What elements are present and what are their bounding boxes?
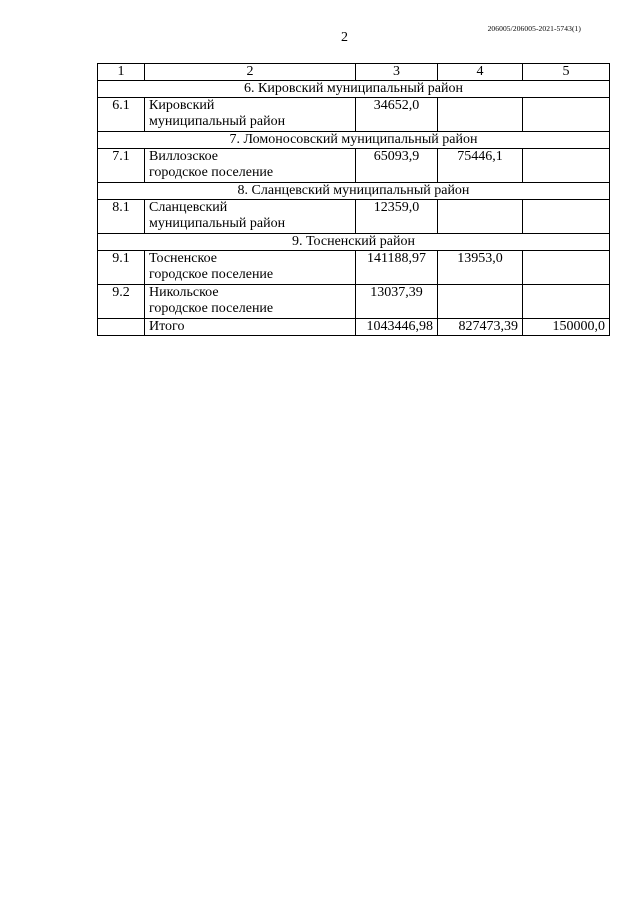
row-col4: 13953,0 <box>438 251 523 285</box>
total-col3: 1043446,98 <box>356 319 438 336</box>
row-name-line2: городское поселение <box>149 301 274 316</box>
document-code: 206005/206005-2021-5743(1) <box>487 24 581 33</box>
page-number: 2 <box>341 30 348 45</box>
row-name-line2: муниципальный район <box>149 114 286 129</box>
row-col5 <box>523 98 610 132</box>
table-row <box>98 285 610 319</box>
table-row <box>98 98 610 132</box>
row-name-line1: Тосненское <box>149 251 217 266</box>
row-name-line2: городское поселение <box>149 267 274 282</box>
row-name <box>145 251 356 285</box>
row-col3: 141188,97 <box>356 251 438 285</box>
column-header: 1 <box>98 64 145 81</box>
table-header-row <box>98 64 610 81</box>
total-col4: 827473,39 <box>438 319 523 336</box>
section-row <box>98 81 610 98</box>
section-row <box>98 132 610 149</box>
row-col3: 12359,0 <box>356 200 438 234</box>
section-title: 6. Кировский муниципальный район <box>98 81 610 98</box>
section-title: 8. Сланцевский муниципальный район <box>98 183 610 200</box>
row-name-line1: Кировский <box>149 98 215 113</box>
table-row <box>98 200 610 234</box>
row-number: 9.2 <box>98 285 145 319</box>
row-col3: 34652,0 <box>356 98 438 132</box>
row-name <box>145 285 356 319</box>
row-number: 9.1 <box>98 251 145 285</box>
allocation-table <box>97 63 610 336</box>
column-header: 3 <box>356 64 438 81</box>
row-name-line1: Никольское <box>149 285 219 300</box>
row-number: 7.1 <box>98 149 145 183</box>
column-header: 2 <box>145 64 356 81</box>
row-col4 <box>438 285 523 319</box>
total-label: Итого <box>145 319 356 336</box>
row-name-line1: Виллозское <box>149 149 219 164</box>
section-title: 7. Ломоносовский муниципальный район <box>98 132 610 149</box>
section-row <box>98 234 610 251</box>
row-col4 <box>438 200 523 234</box>
column-header: 5 <box>523 64 610 81</box>
total-col5: 150000,0 <box>523 319 610 336</box>
row-number: 8.1 <box>98 200 145 234</box>
row-col4: 75446,1 <box>438 149 523 183</box>
row-name <box>145 98 356 132</box>
row-name-line1: Сланцевский <box>149 200 228 215</box>
row-name <box>145 200 356 234</box>
row-number: 6.1 <box>98 98 145 132</box>
total-empty-cell <box>98 319 145 336</box>
section-title: 9. Тосненский район <box>98 234 610 251</box>
table-row <box>98 149 610 183</box>
row-col4 <box>438 98 523 132</box>
row-col3: 65093,9 <box>356 149 438 183</box>
row-col5 <box>523 200 610 234</box>
row-name-line2: городское поселение <box>149 165 274 180</box>
column-header: 4 <box>438 64 523 81</box>
row-name <box>145 149 356 183</box>
row-col5 <box>523 285 610 319</box>
row-col3: 13037,39 <box>356 285 438 319</box>
row-name-line2: муниципальный район <box>149 216 286 231</box>
row-col5 <box>523 251 610 285</box>
total-row <box>98 319 610 336</box>
row-col5 <box>523 149 610 183</box>
section-row <box>98 183 610 200</box>
table-row <box>98 251 610 285</box>
